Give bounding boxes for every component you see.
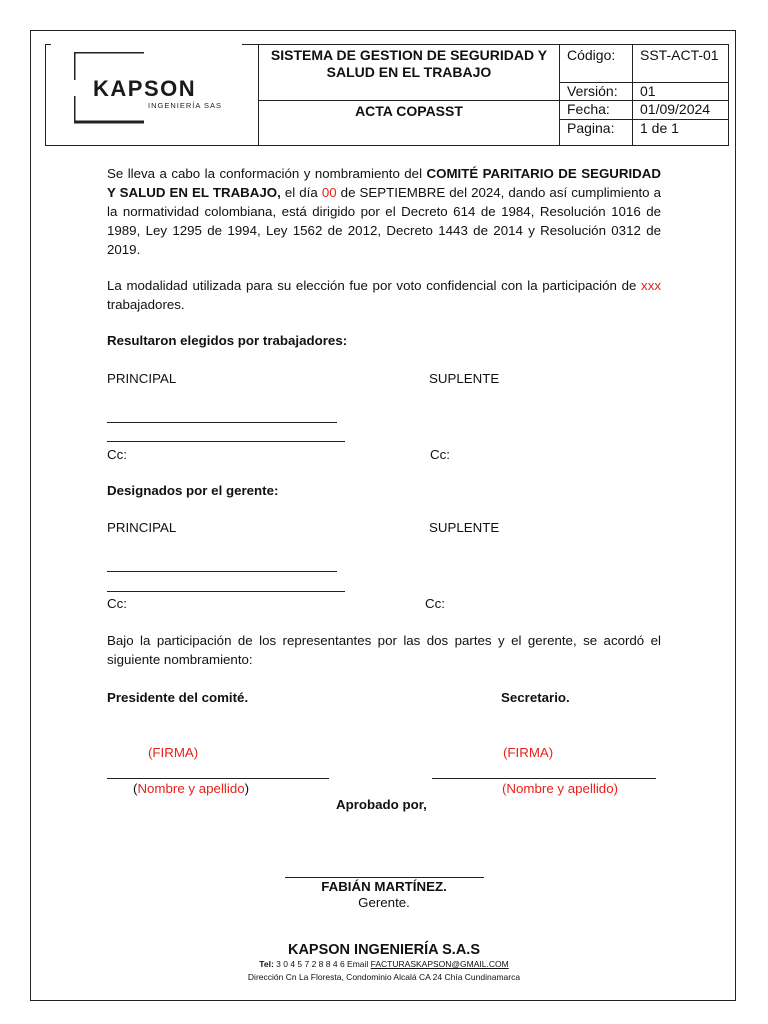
footer-email-link[interactable]: FACTURASKAPSON@GMAIL.COM	[370, 959, 509, 969]
name-left: (Nombre y apellido)	[133, 781, 250, 796]
company-logo	[74, 52, 248, 124]
modality-text-b: trabajadores.	[107, 297, 185, 312]
president-title: Presidente del comité.	[107, 690, 249, 705]
workers-suplente-label: SUPLENTE	[429, 371, 500, 386]
workers-cc-right: Cc:	[430, 447, 450, 462]
workers-line-1	[107, 422, 337, 423]
footer-tel: 3 0 4 5 7 2 8 8 4 6 Email	[273, 959, 371, 969]
manager-principal-label: PRINCIPAL	[107, 520, 177, 535]
meta-version-value: 01	[640, 83, 656, 99]
workers-line-2	[107, 441, 345, 442]
footer-company: KAPSON INGENIERÍA S.A.S	[287, 942, 481, 958]
manager-cc-right: Cc:	[425, 596, 445, 611]
manager-signature-line	[285, 877, 484, 878]
meta-page-label: Pagina:	[567, 120, 615, 136]
agreement-paragraph: Bajo la participación de los representantes por las dos partes y el gerente, se acordó el siguiente nombramiento:	[107, 633, 661, 667]
president-signature-line	[107, 778, 329, 779]
document-title: ACTA COPASST	[355, 103, 463, 119]
manager-role: Gerente.	[358, 895, 410, 910]
meta-code-label: Código:	[567, 47, 616, 63]
day-placeholder: 00	[321, 185, 337, 200]
workers-principal-label: PRINCIPAL	[107, 371, 177, 386]
logo-subtitle: INGENIERÍA SAS	[148, 101, 223, 110]
firma-right: (FIRMA)	[503, 745, 554, 760]
intro-text-b: el día	[280, 185, 322, 200]
manager-line-1	[107, 571, 337, 572]
manager-suplente-label: SUPLENTE	[429, 520, 500, 535]
meta-page-value: 1 de 1	[640, 120, 679, 136]
intro-text-a: Se lleva a cabo la conformación y nombramiento del	[107, 166, 427, 181]
intro-paragraph	[107, 164, 661, 259]
logo-name: KAPSON	[93, 76, 197, 101]
approved-by: Aprobado por,	[336, 797, 427, 812]
workers-heading: Resultaron elegidos por trabajadores:	[107, 333, 348, 348]
footer-tel-label: Tel:	[259, 959, 274, 969]
worker-count-placeholder: xxx	[641, 278, 661, 293]
meta-date-value: 01/09/2024	[640, 101, 711, 117]
footer-contact	[134, 959, 634, 970]
name-left-text: Nombre y apellido	[137, 781, 245, 796]
name-right: (Nombre y apellido)	[502, 781, 619, 796]
modality-text-a: La modalidad utilizada para su elección fue por voto confidencial con la participación de	[107, 278, 642, 293]
manager-name: FABIÁN MARTÍNEZ.	[321, 879, 447, 894]
firma-left: (FIRMA)	[148, 745, 199, 760]
manager-cc-left: Cc:	[107, 596, 127, 611]
secretary-signature-line	[432, 778, 656, 779]
secretary-title: Secretario.	[501, 690, 570, 705]
modality-paragraph	[107, 276, 661, 314]
manager-line-2	[107, 591, 345, 592]
system-title: SISTEMA DE GESTION DE SEGURIDAD Y SALUD EN EL TRABAJO	[270, 47, 548, 80]
meta-code-value: SST-ACT-01	[640, 47, 719, 63]
footer-address: Dirección Cn La Floresta, Condominio Alcalá CA 24 Chía Cundinamarca	[247, 972, 521, 982]
intro-text-c: de SEPTIEMBRE del 2024, dando así cumplimiento a la normatividad colombiana, está dirigido por el Decreto 614 de 1984, Resolución 1016 de 1989, Ley 1295 de 1994, Ley 1562 de 2012, Decreto 1443 de 2014 y Resolución 0312 de 2019.	[107, 185, 661, 257]
committee-name: COMITÉ PARITARIO DE SEGURIDAD Y SALUD EN EL TRABAJO,	[107, 166, 661, 200]
manager-heading: Designados por el gerente:	[107, 483, 279, 498]
meta-date-label: Fecha:	[567, 101, 610, 117]
meta-version-label: Versión:	[567, 83, 618, 99]
workers-cc-left: Cc:	[107, 447, 127, 462]
